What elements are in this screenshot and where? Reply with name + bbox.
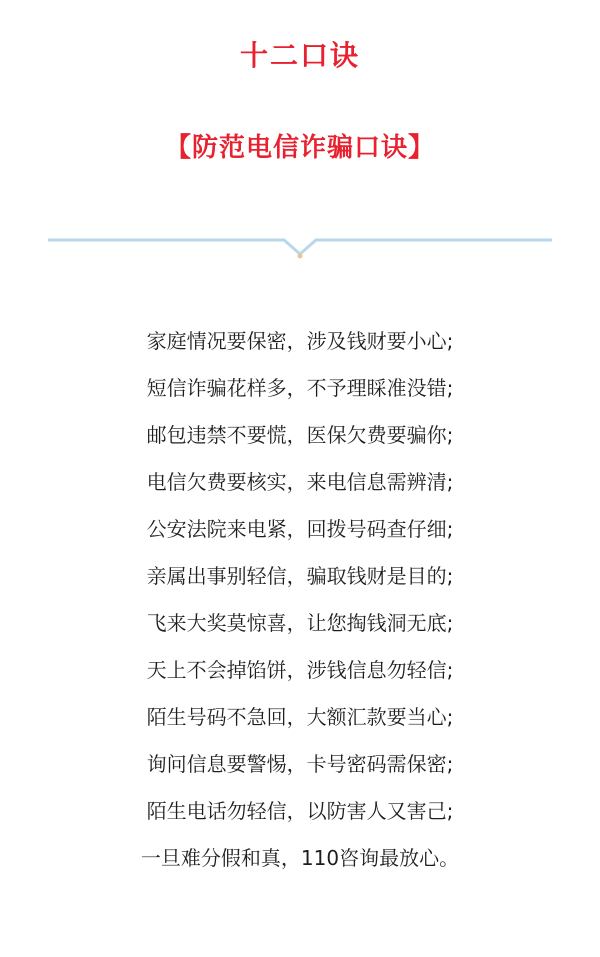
verse-line: 邮包违禁不要慌，医保欠费要骗你;	[146, 423, 454, 447]
verse-line: 短信诈骗花样多，不予理睬准没错;	[146, 376, 454, 400]
verse-line: 亲属出事别轻信，骗取钱财是目的;	[146, 564, 454, 588]
verse-line: 飞来大奖莫惊喜，让您掏钱洞无底;	[146, 611, 454, 635]
page-title: 十二口诀	[239, 39, 360, 72]
verse-line: 电信欠费要核实，来电信息需辨清;	[146, 470, 454, 494]
verse-line: 家庭情况要保密，涉及钱财要小心;	[146, 329, 454, 353]
section-divider	[0, 226, 600, 266]
verse-line: 一旦难分假和真，110咨询最放心。	[140, 846, 460, 870]
verse-line: 陌生电话勿轻信，以防害人又害己;	[146, 799, 454, 823]
verse-list	[0, 318, 600, 882]
divider-line	[48, 240, 552, 254]
verse-line: 公安法院来电紧，回拨号码查仔细;	[146, 517, 454, 541]
page-subtitle: 【防范电信诈骗口诀】	[164, 133, 435, 163]
divider-dot	[298, 254, 303, 259]
verse-line: 天上不会掉馅饼，涉钱信息勿轻信;	[146, 658, 454, 682]
verse-line: 陌生号码不急回，大额汇款要当心;	[146, 705, 454, 729]
verse-line: 询问信息要警惕，卡号密码需保密;	[146, 752, 454, 776]
